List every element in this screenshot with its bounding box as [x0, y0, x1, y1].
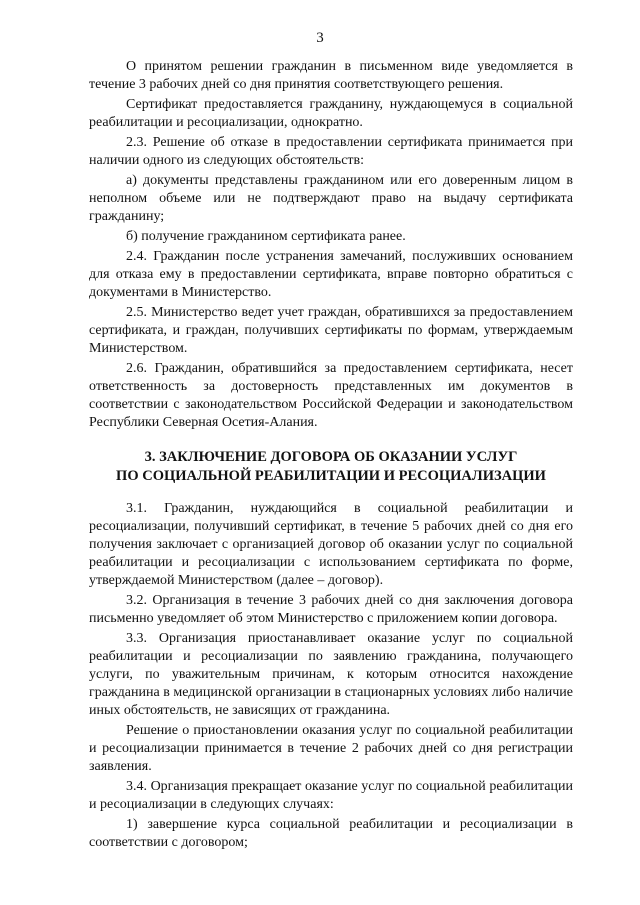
- list-item: б) получение гражданином сертификата ранее.: [126, 229, 406, 244]
- paragraph: 3.3. Организация приостанавливает оказание услуг по социальной реабилитации и ресоциализации по заявлению гражданина, получающего услуги, по уважительным причинам, к которым относится нахождение гражданина в медицинской организации в стационарных условиях либо наличие иных обстоятельств, не зависящих от гражданина.: [89, 631, 573, 718]
- section-title-line: 3. ЗАКЛЮЧЕНИЕ ДОГОВОРА ОБ ОКАЗАНИИ УСЛУГ: [144, 449, 518, 465]
- section-title: [89, 448, 573, 486]
- document-body: [89, 58, 573, 854]
- paragraph: Сертификат предоставляется гражданину, нуждающемуся в социальной реабилитации и ресоциализации, однократно.: [89, 97, 573, 130]
- paragraph: Решение о приостановлении оказания услуг по социальной реабилитации и ресоциализации принимается в течение 2 рабочих дней со дня регистрации заявления.: [89, 723, 573, 774]
- list-item: 1) завершение курса социальной реабилитации и ресоциализации в соответствии с договором;: [89, 817, 573, 850]
- list-item: а) документы представлены гражданином или его доверенным лицом в неполном объеме или не подтверждают право на выдачу сертификата гражданину;: [89, 173, 573, 224]
- page-number: 3: [316, 30, 324, 46]
- paragraph: 2.6. Гражданин, обратившийся за предоставлением сертификата, несет ответственность за достоверность представленных им документов в соответствии с законодательством Российской Федерации и законодательством Республики Северная Осетия-Алания.: [89, 361, 573, 430]
- paragraph: 2.3. Решение об отказе в предоставлении сертификата принимается при наличии одного из следующих обстоятельств:: [89, 135, 573, 168]
- paragraph: 2.4. Гражданин после устранения замечаний, послуживших основанием для отказа ему в предоставлении сертификата, вправе повторно обратиться с документами в Министерство.: [89, 249, 573, 300]
- paragraph: 3.1. Гражданин, нуждающийся в социальной реабилитации и ресоциализации, получивший сертификат, в течение 5 рабочих дней со дня его получения заключает с организацией договор об оказании услуг по социальной реабилитации и ресоциализации с использованием сертификата по форме, утверждаемой Министерством (далее – договор).: [89, 501, 573, 588]
- section-title-line: ПО СОЦИАЛЬНОЙ РЕАБИЛИТАЦИИ И РЕСОЦИАЛИЗАЦИИ: [116, 468, 546, 484]
- paragraph: О принятом решении гражданин в письменном виде уведомляется в течение 3 рабочих дней со дня принятия соответствующего решения.: [89, 59, 573, 92]
- paragraph: 3.2. Организация в течение 3 рабочих дней со дня заключения договора письменно уведомляет об этом Министерство с приложением копии договора.: [89, 593, 573, 626]
- paragraph: 3.4. Организация прекращает оказание услуг по социальной реабилитации и ресоциализации в следующих случаях:: [89, 779, 573, 812]
- paragraph: 2.5. Министерство ведет учет граждан, обратившихся за предоставлением сертификата, и граждан, получивших сертификаты по формам, утверждаемым Министерством.: [89, 305, 573, 356]
